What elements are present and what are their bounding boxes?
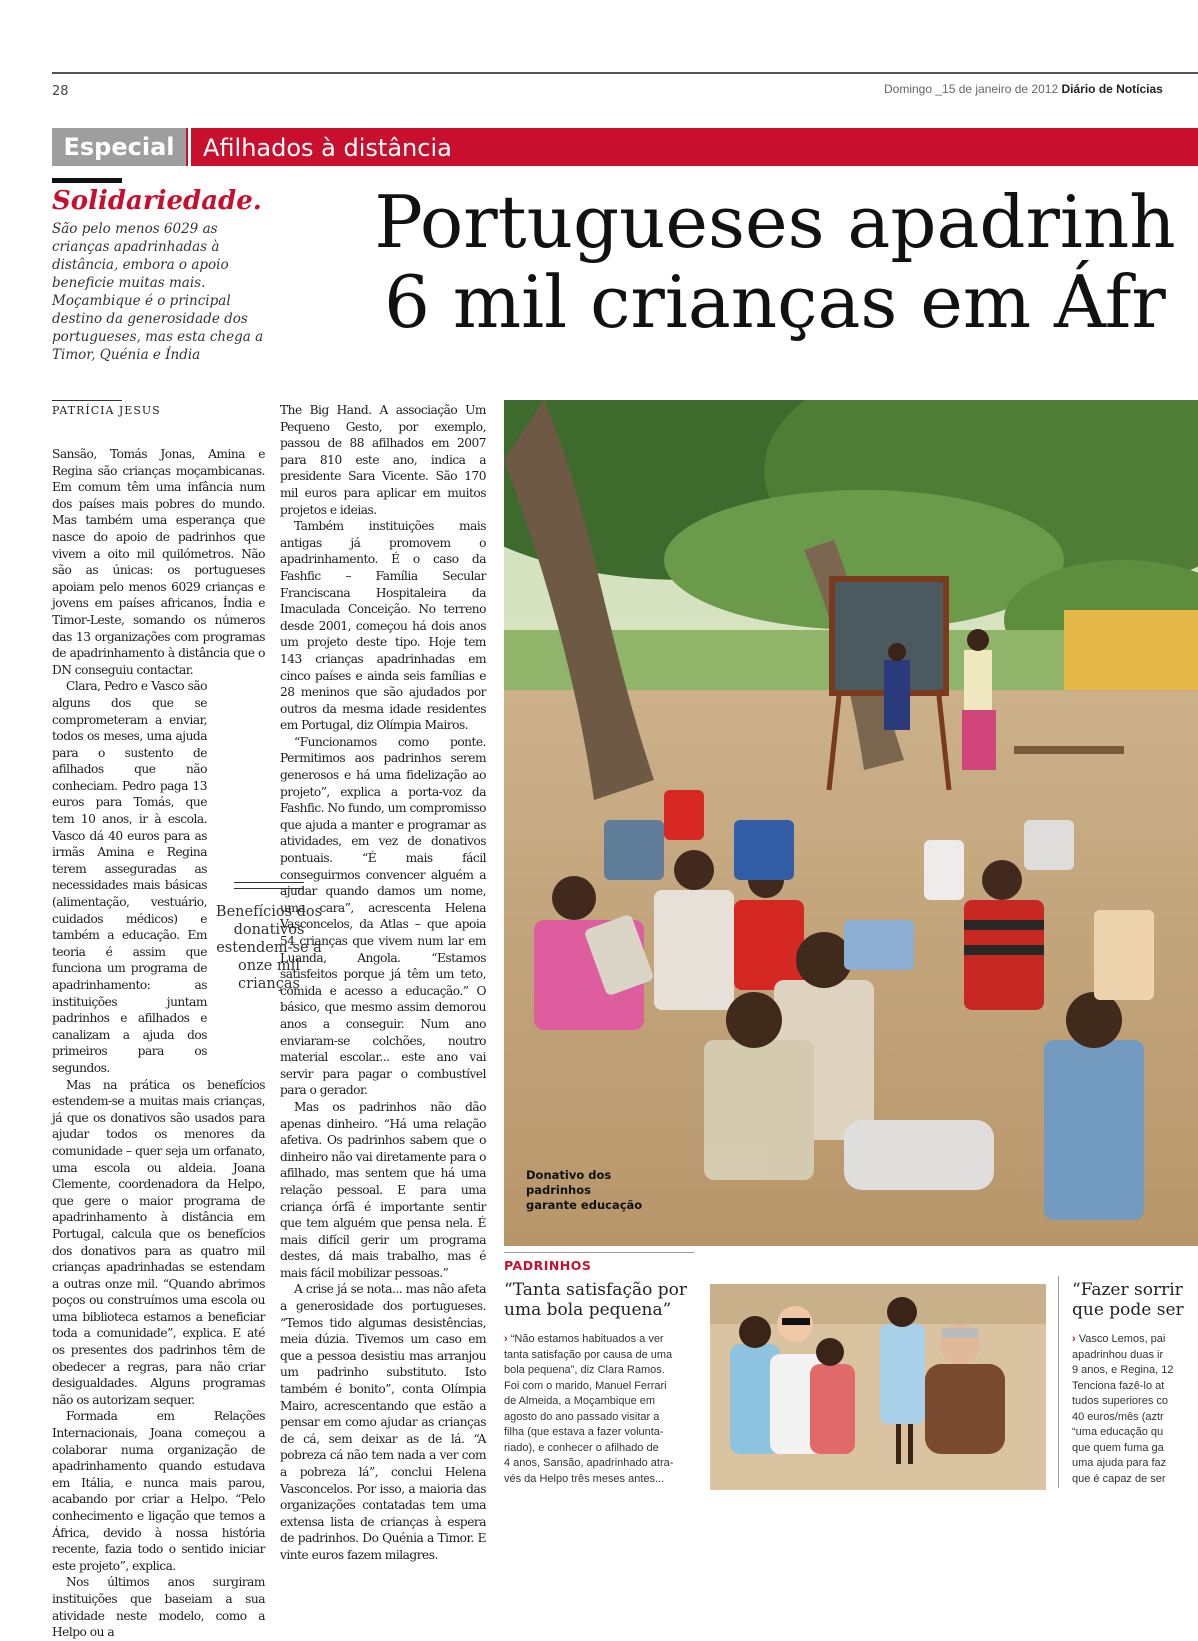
headline-line-1: Portugueses apadrinh <box>374 180 1176 264</box>
story-line <box>1072 1332 1198 1348</box>
issue-date: Domingo _15 de janeiro de 2012 <box>884 82 1059 96</box>
lede-line: São pelo menos 6029 as <box>52 221 218 237</box>
paragraph: Mas na prática os benefícios estendem-se a muitas mais crianças, já que os donativos são usados para ajudar todos os menores da comunidade – quer seja um orfanato, uma escola ou aldeia. Joana Clemente, coordenadora da Helpo, que gere o maior programa de apadrinhamento à distância em Portugal, calcula que os benefícios dos donativos para as quatro mil crianças apadrinhadas se estendam a outras onze mil. “Quando abrimos poços ou construímos uma escola ou uma biblioteca estamos a beneficiar toda a comunidade”, explica. E até os presentes dos padrinhos têm de obedecer a regras, para não criar desigualdades. Alguns programas não os autorizam sequer. <box>52 1077 265 1407</box>
story-line: vés da Helpo três meses antes... <box>504 1472 665 1485</box>
story-line: Foi com o marido, Manuel Ferrari <box>504 1379 667 1392</box>
story-line: de Almeida, a Moçambique em <box>504 1395 656 1407</box>
story-line: bola pequena”, diz Clara Ramos. <box>504 1364 665 1376</box>
paragraph: A crise já se nota... mas não afeta a generosidade dos portugueses. “Temos tido algumas desistências, meia dúzia. Tivemos um caso em que a pessoa desistiu mas arranjou um padrinho substituto. Isto também é bonito”, conta Olímpia Mairo, acrescentando que estão a pensar em como ajudar as crianças de cá, sem deixar as de lá. “A pobreza cá não tem nada a ver com a pobreza lá”, conclui Helena Vasconcelos. Por isso, a maioria das organizações contatadas tem uma extensa lista de crianças à espera de padrinhos. Do Quénia a Timor. E vinte euros fazem milagres. <box>280 1282 486 1562</box>
children-with-sponsors-photo <box>710 1284 1046 1490</box>
sidebar-story-1-title: “Tanta satisfação por uma bola pequena” <box>504 1280 687 1320</box>
lede-line: beneficie muitas mais. <box>52 275 206 291</box>
sidebar-label: PADRINHOS <box>504 1258 592 1273</box>
story-line: filha (que estava a fazer volunta- <box>504 1426 664 1438</box>
story-line: tudos superiores co <box>1072 1395 1168 1407</box>
article-column-1 <box>52 446 265 1641</box>
paragraph: Sansão, Tomás Jonas, Amina e Regina são crianças moçambicanas. Em comum têm uma infância num dos países mais pobres do mundo. Mas também uma esperança que nasce do apoio de padrinhos que vivem a oito mil quilómetros. Não são as únicas: os portugueses apoiam pelo menos 6029 crianças e jovens em países africanos, Índia e Timor-Leste, somando os números das 13 organizações com programas de apadrinhamento à distância que o DN conseguiu contactar. <box>52 447 265 677</box>
sidebar-story-2-text <box>1072 1332 1198 1487</box>
page-number: 28 <box>52 84 69 99</box>
arrow-icon: › <box>1072 1333 1079 1345</box>
section-label: Especial <box>52 128 186 166</box>
story-line: 40 euros/mês (aztr <box>1072 1410 1164 1423</box>
lede-line: portugueses, mas esta chega a <box>52 329 264 345</box>
newspaper-name: Diário de Notícias <box>1061 82 1163 96</box>
top-rule <box>52 72 1198 74</box>
headline-line-2: 6 mil crianças em Áfr <box>384 260 1166 344</box>
story-line: que é capaz de ser <box>1072 1472 1166 1485</box>
story-line: apadrinhou duas ir <box>1072 1348 1164 1361</box>
sidebar-story-2-title <box>1072 1280 1198 1320</box>
story-line-text: “Não estamos habituados a ver <box>510 1333 664 1345</box>
story-line <box>504 1332 704 1348</box>
lede-line: Timor, Quénia e Índia <box>52 347 201 363</box>
headline <box>335 182 1198 342</box>
section-title: Afilhados à distância <box>203 134 452 162</box>
dateline <box>884 82 1163 96</box>
kicker-rule <box>52 178 122 183</box>
lede-line: distância, embora o apoio <box>52 257 229 273</box>
story-line: que quem fuma ga <box>1072 1441 1164 1454</box>
section-divider <box>188 128 191 166</box>
photo-caption: Donativo dos padrinhos garante educação <box>526 1168 643 1212</box>
lede-line: crianças apadrinhadas à <box>52 239 220 255</box>
byline: PATRÍCIA JESUS <box>52 404 161 417</box>
story-line: 9 anos, e Regina, 12 <box>1072 1364 1174 1376</box>
byline-rule <box>52 400 122 401</box>
story-line: “uma educação qu <box>1072 1426 1164 1438</box>
pull-quote-rule <box>234 882 304 889</box>
main-photo <box>504 400 1198 1246</box>
lede-line: Moçambique é o principal <box>52 293 231 309</box>
story-line: Tenciona fazê-lo at <box>1072 1379 1165 1392</box>
paragraph: Mas os padrinhos não dão apenas dinheiro. “Há uma relação afetiva. Os padrinhos sabem que o dinheiro não vai diretamente para o afilhado, mas sentem que há uma relação pessoal. E para uma criança órfã é importante sentir que tem alguém que pensa nela. É mais difícil gerir um programa destes, dá mais trabalho, mas é mais fácil mobilizar pessoas.” <box>280 1099 486 1280</box>
kicker: Solidariedade. <box>52 186 262 216</box>
paragraph: “Funcionamos como ponte. Permitimos aos padrinhos serem generosos e há uma fidelização ao projeto”, explica a porta-voz da Fashfic. No fundo, um compromisso que ajuda a manter e programar as atividades, em vez de donativos pontuais. “É mais fácil conseguirmos convencer alguém a ajudar quando damos um nome, uma cara”, acrescenta Helena Vasconcelos, da Atlas – que apoia 54 crianças que vivem num lar em Luanda, Angola. “Estamos satisfeitos porque já têm um teto, comida e acesso a educação.” O básico, que mesmo assim demorou anos a conseguir. Num ano enviaram-se colchões, noutro material escolar... este ano vai servir para pagar o combustível para o gerador. <box>280 734 486 1098</box>
paragraph: Formada em Relações Internacionais, Joana começou a colaborar numa organização de apadrinhamento quando estudava em Itália, e nunca mais parou, acabando por criar a Helpo. “Pelo conhecimento e ligação que temos a África, devido à nossa história recente, fazia todo o sentido iniciar este projeto”, explica. <box>52 1409 265 1573</box>
arrow-icon: › <box>504 1333 511 1345</box>
paragraph: The Big Hand. A associação Um Pequeno Gesto, por exemplo, passou de 88 afilhados em 2007 para 810 este ano, indica a presidente Sara Vicente. São 170 mil euros para aplicar em muitos projetos e ideias. <box>280 403 486 517</box>
sidebar-divider <box>1058 1276 1059 1488</box>
sidebar-photo <box>710 1284 1046 1490</box>
sidebar-story-1-text <box>504 1332 704 1487</box>
story-line: uma ajuda para faz <box>1072 1457 1167 1469</box>
lede <box>52 220 267 364</box>
paragraph: Clara, Pedro e Vasco são alguns dos que se comprometeram a enviar, todos os meses, uma ajuda para o sustento de afilhados que não conheciam. Pedro paga 13 euros para Tomás, que tem 10 anos, ir à escola. Vasco dá 40 euros para as irmãs Amina e Regina terem asseguradas as necessidades mais básicas (alimentação, vestuário, cuidados médicos) e também a educação. Em teoria é assim que funciona um programa de apadrinhamento: as instituições juntam padrinhos e afilhados e canalizam a ajuda dos primeiros para os segundos. <box>52 679 207 1075</box>
story-line: tanta satisfação por causa de uma <box>504 1348 673 1361</box>
story-line: 4 anos, Sansão, apadrinhado atra- <box>504 1457 674 1469</box>
pull-quote-text: Benefícios dos donativos estendem-se a onze mil crianças <box>215 904 323 992</box>
sidebar-rule <box>504 1252 694 1253</box>
title-line: que pode ser <box>1072 1300 1184 1320</box>
paragraph: Nos últimos anos surgiram instituições que baseiam a sua atividade neste modelo, como a Helpo ou a <box>52 1575 265 1640</box>
pull-quote <box>205 882 333 993</box>
classroom-photo-illustration <box>504 400 1198 1246</box>
paragraph: Também instituições mais antigas já promovem o apadrinhamento. É o caso da Fashfic – Família Secular Franciscana Hospitaleira da Imaculada Conceição. No terreno desde 2001, começou há dois anos um projeto deste tipo. Hoje tem 143 crianças apadrinhadas em cinco países e ainda seis famílias e 28 meninos que são ajudados por outros da mesma idade residentes em Portugal, diz Olímpia Mairos. <box>280 519 486 733</box>
lede-line: destino da generosidade dos <box>52 311 248 327</box>
story-line: riado), e conhecer o afilhado de <box>504 1441 659 1454</box>
title-line: “Fazer sorrir <box>1072 1280 1183 1300</box>
story-line: agosto do ano passado visitar a <box>504 1410 660 1423</box>
story-line-text: Vasco Lemos, pai <box>1078 1333 1166 1345</box>
